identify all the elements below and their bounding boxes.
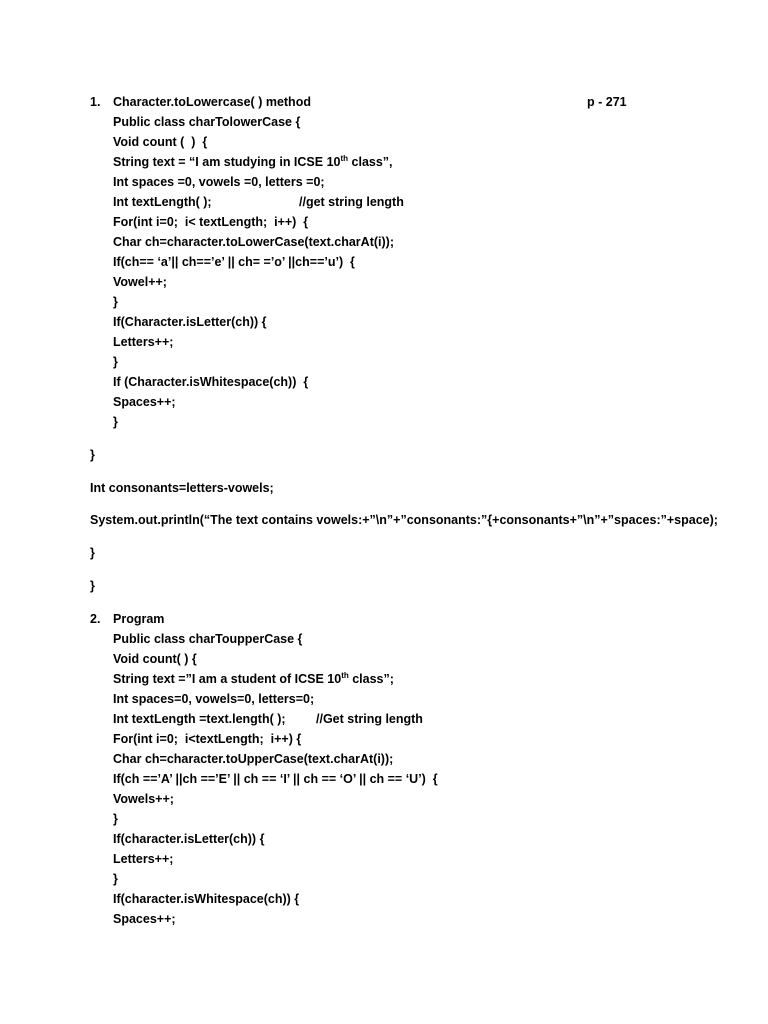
code-line: If(ch== ‘a’|| ch==’e’ || ch= =’o’ ||ch==’u’) {	[113, 255, 355, 269]
code-line: }	[113, 295, 118, 309]
code-line: Character.toLowercase( ) method	[113, 95, 311, 109]
list-number-1: 1.	[90, 95, 101, 109]
code-line: Spaces++;	[113, 395, 176, 409]
code-text: String text =”I am a student of ICSE 10	[113, 672, 342, 686]
code-line: Spaces++;	[113, 912, 176, 926]
code-line: Letters++;	[113, 335, 174, 349]
code-line: Void count( ) {	[113, 652, 197, 666]
code-line: }	[90, 448, 95, 462]
code-line: If(character.isWhitespace(ch)) {	[113, 892, 300, 906]
code-line: }	[113, 415, 118, 429]
code-line: For(int i=0; i<textLength; i++) {	[113, 732, 302, 746]
code-line: Public class charToupperCase {	[113, 632, 303, 646]
code-line: If(character.isLetter(ch)) {	[113, 832, 265, 846]
code-line: If(Character.isLetter(ch)) {	[113, 315, 267, 329]
code-text: class”,	[348, 155, 393, 169]
code-line: }	[113, 355, 118, 369]
code-line: If(ch ==’A’ ||ch ==’E’ || ch == ‘I’ || ch == ‘O’ || ch == ‘U’) {	[113, 772, 438, 786]
code-line: Vowel++;	[113, 275, 167, 289]
code-line: Public class charTolowerCase {	[113, 115, 301, 129]
code-line: Int spaces=0, vowels=0, letters=0;	[113, 692, 315, 706]
code-line: Int consonants=letters-vowels;	[90, 481, 274, 495]
code-line	[113, 671, 394, 687]
superscript: th	[341, 670, 349, 680]
code-line	[113, 154, 393, 170]
code-line: Char ch=character.toLowerCase(text.charAt(i));	[113, 235, 394, 249]
code-line: Char ch=character.toUpperCase(text.charAt(i));	[113, 752, 394, 766]
code-line: System.out.println(“The text contains vowels:+”\n”+”consonants:”{+consonants+”\n”+”spaces:”+space);	[90, 513, 718, 527]
code-line: }	[90, 546, 95, 560]
code-line: }	[113, 872, 118, 886]
code-line: }	[113, 812, 118, 826]
code-line: If (Character.isWhitespace(ch)) {	[113, 375, 309, 389]
code-line: }	[90, 579, 95, 593]
code-text: String text = “I am studying in ICSE 10	[113, 155, 341, 169]
code-text: class”;	[348, 672, 394, 686]
code-comment: //Get string length	[316, 712, 423, 726]
code-line: Program	[113, 612, 165, 626]
superscript: th	[340, 153, 349, 163]
code-line: For(int i=0; i< textLength; i++) {	[113, 215, 309, 229]
code-line: Int textLength =text.length( );	[113, 712, 286, 726]
page-reference: p - 271	[587, 95, 627, 109]
code-line: Vowels++;	[113, 792, 174, 806]
code-comment: //get string length	[299, 195, 404, 209]
code-line: Int textLength( );	[113, 195, 212, 209]
code-line: Letters++;	[113, 852, 174, 866]
code-line: Int spaces =0, vowels =0, letters =0;	[113, 175, 325, 189]
list-number-2: 2.	[90, 612, 101, 626]
code-line: Void count ( ) {	[113, 135, 208, 149]
